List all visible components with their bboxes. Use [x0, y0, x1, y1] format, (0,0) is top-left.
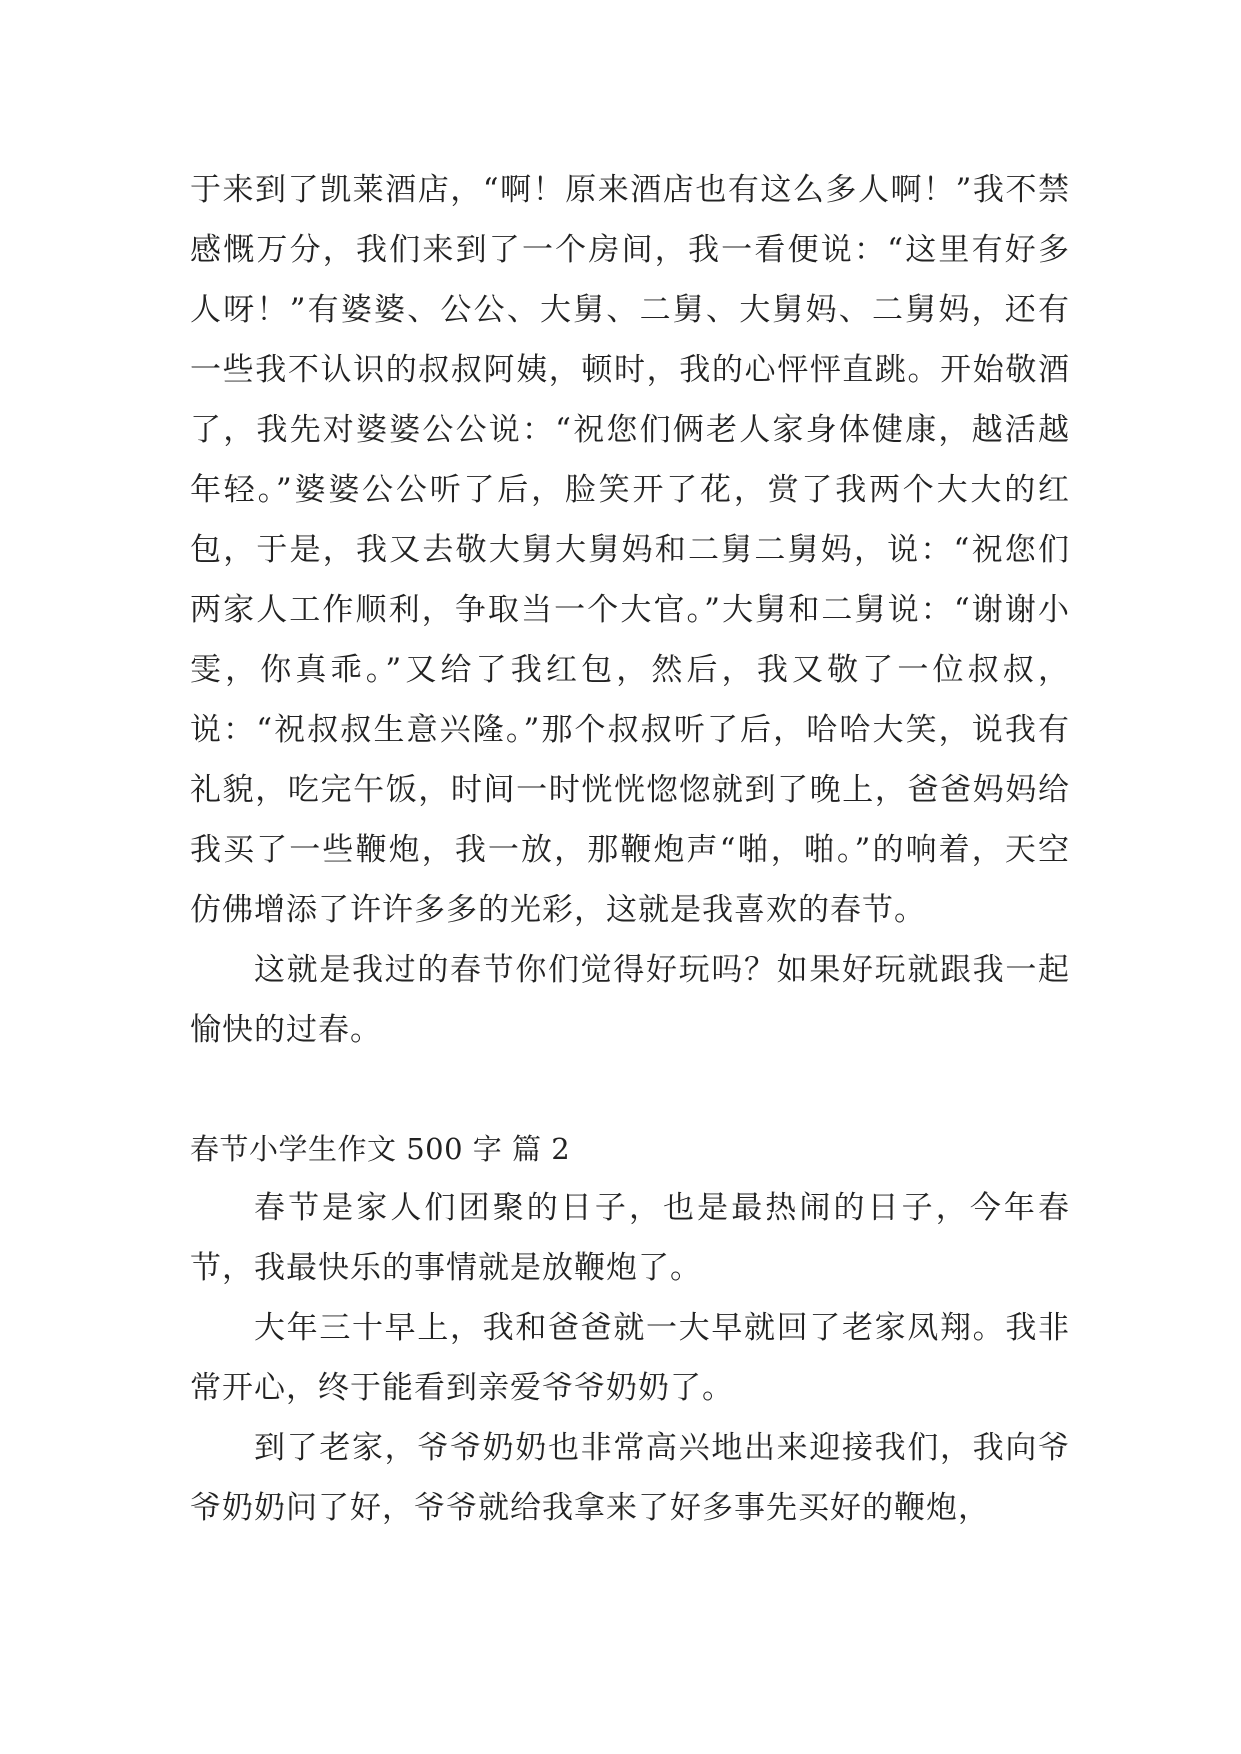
paragraph: 到了老家，爷爷奶奶也非常高兴地出来迎接我们，我向爷爷奶奶问了好，爷爷就给我拿来了好多事先买好的鞭炮， — [190, 1430, 1070, 1526]
paragraph-closing: 这就是我过的春节你们觉得好玩吗？如果好玩就跟我一起愉快的过春。 — [190, 952, 1070, 1048]
section-title: 春节小学生作文 500 字 篇 2 — [190, 1132, 571, 1166]
paragraph-continued: 于来到了凯莱酒店，“啊！原来酒店也有这么多人啊！”我不禁感慨万分，我们来到了一个房间，我一看便说：“这里有好多人呀！”有婆婆、公公、大舅、二舅、大舅妈、二舅妈，还有一些我不认识的叔叔阿姨，顿时，我的心怦怦直跳。开始敬酒了，我先对婆婆公公说：“祝您们俩老人家身体健康，越活越年轻。”婆婆公公听了后，脸笑开了花，赏了我两个大大的红包，于是，我又去敬大舅大舅妈和二舅二舅妈，说：“祝您们两家人工作顺利，争取当一个大官。”大舅和二舅说：“谢谢小雯，你真乖。”又给了我红包，然后，我又敬了一位叔叔，说：“祝叔叔生意兴隆。”那个叔叔听了后，哈哈大笑，说我有礼貌，吃完午饭，时间一时恍恍惚惚就到了晚上，爸爸妈妈给我买了一些鞭炮，我一放，那鞭炮声“啪，啪。”的响着，天空仿佛增添了许许多多的光彩，这就是我喜欢的春节。 — [190, 172, 1070, 928]
paragraph: 大年三十早上，我和爸爸就一大早就回了老家凤翔。我非常开心，终于能看到亲爱爷爷奶奶了。 — [190, 1310, 1070, 1406]
paragraph: 春节是家人们团聚的日子，也是最热闹的日子，今年春节，我最快乐的事情就是放鞭炮了。 — [190, 1190, 1070, 1286]
document-body — [190, 160, 1070, 1538]
